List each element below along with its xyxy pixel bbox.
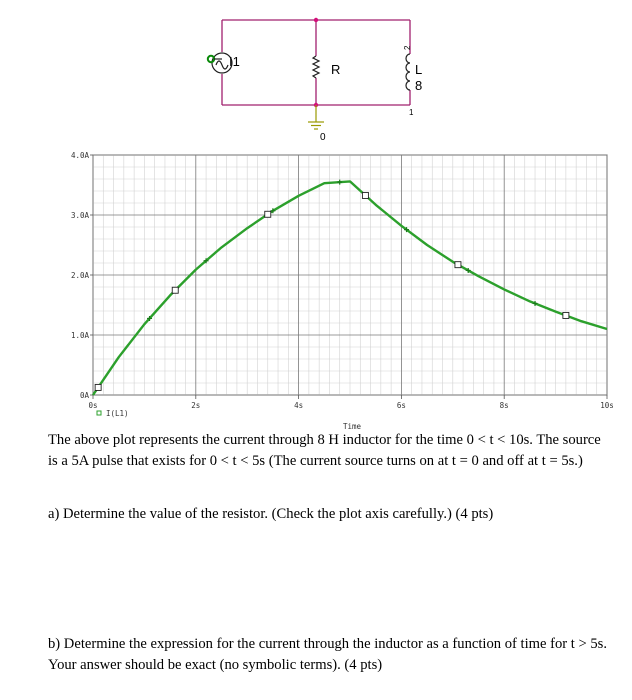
y-tick-label: 0A [79,391,89,400]
inductor-symbol [406,54,410,90]
node-label-bottom: 1 [409,108,414,117]
square-marker [265,211,271,217]
x-tick-label: 10s [600,401,614,410]
question-b-text: b) Determine the expression for the current through the inductor as a function of time for t > 5s. Your answer should be exact (no symbolic terms). (4 pts) [48,636,607,673]
y-tick-label: 3.0A [70,211,89,220]
resistor-symbol [313,56,319,78]
plot [71,151,614,430]
square-marker [455,262,461,268]
square-marker [95,384,101,390]
x-tick-label: 0s [88,401,98,410]
question-a [48,504,608,525]
inductor-label: L [415,62,423,77]
source-pin [208,56,214,62]
square-marker [563,312,569,318]
resistor-label: R [331,62,341,77]
question-b [48,634,608,676]
x-tick-label: 6s [396,401,406,410]
grid [93,155,607,395]
node-label-top: 2 [403,45,412,50]
x-tick-label: 2s [191,401,201,410]
legend-marker [97,411,101,415]
y-tick-label: 2.0A [70,271,89,280]
legend-label: I(L1) [106,409,129,418]
inductor-value: 8 [415,78,423,93]
ground-symbol [308,105,324,129]
ground-label: 0 [320,132,326,143]
x-axis-title: Time [342,422,362,430]
square-marker [362,192,368,198]
y-tick-label: 4.0A [70,151,89,160]
y-tick-label: 1.0A [70,331,89,340]
x-tick-label: 4s [294,401,304,410]
source-label: I1 [229,54,240,69]
square-marker [172,287,178,293]
question-a-text: a) Determine the value of the resistor. (Check the plot axis carefully.) (4 pts) [48,506,494,522]
problem-description [48,430,608,472]
description-text: The above plot represents the current through 8 H inductor for the time 0 < t < 10s. The source is a 5A pulse that exists for 0 < t < 5s (The current source turns on at t = 0 and off at t = 5s.) [48,432,601,469]
x-tick-label: 8s [499,401,509,410]
node-dot-top [314,18,318,22]
circuit-schematic [208,18,422,143]
